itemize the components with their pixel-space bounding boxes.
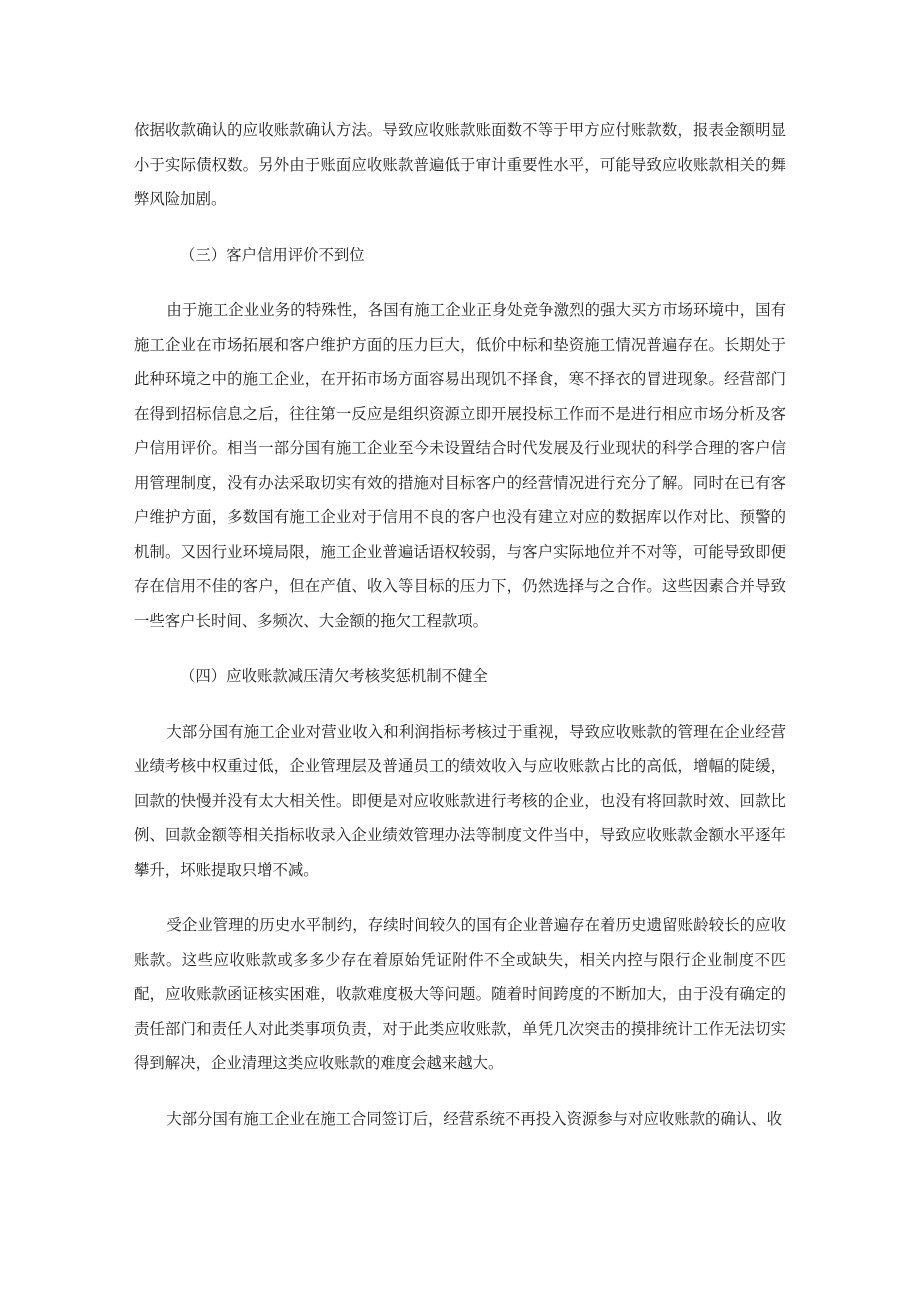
paragraph-historical-receivables: 受企业管理的历史水平制约，存续时间较久的国有企业普遍存在着历史遗留账龄较长的应收账款。这些应收账款或多多少存在着原始凭证附件不全或缺失，相关内控与限行企业制度不匹配，应收账款函证核实困难，收款难度极大等问题。随着时间跨度的不断加大，由于没有确定的责任部门和责任人对此类事项负责，对于此类应收账款，单凭几次突击的摸排统计工作无法切实得到解决，企业清理这类应收账款的难度会越来越大。 xyxy=(134,916,786,1072)
document-body xyxy=(134,113,786,1157)
paragraph-credit-evaluation: 由于施工企业业务的特殊性，各国有施工企业正身处竞争激烈的强大买方市场环境中，国有施工企业在市场拓展和客户维护方面的压力巨大，低价中标和垫资施工情况普遍存在。长期处于此种环境之中的施工企业，在开拓市场方面容易出现饥不择食，寒不择衣的冒进现象。经营部门在得到招标信息之后，往往第一反应是组织资源立即开展投标工作而不是进行相应市场分析及客户信用评价。相当一部分国有施工企业至今未设置结合时代发展及行业现状的科学合理的客户信用管理制度，没有办法采取切实有效的措施对目标客户的经营情况进行充分了解。同时在已有客户维护方面，多数国有施工企业对于信用不良的客户也没有建立对应的数据库以作对比、预警的机制。又因行业环境局限，施工企业普遍话语权较弱，与客户实际地位并不对等，可能导致即便存在信用不佳的客户，但在产值、收入等目标的压力下，仍然选择与之合作。这些因素合并导致一些客户长时间、多频次、大金额的拖欠工程款项。 xyxy=(134,301,786,630)
paragraph-contract-management: 大部分国有施工企业在施工合同签订后，经营系统不再投入资源参与对应收账款的确认、收 xyxy=(166,1109,782,1128)
section-heading-3: （三）客户信用评价不到位 xyxy=(180,245,365,264)
section-heading-4: （四）应收账款减压清欠考核奖惩机制不健全 xyxy=(180,667,488,685)
paragraph-assessment-mechanism: 大部分国有施工企业对营业收入和利润指标考核过于重视，导致应收账款的管理在企业经营业绩考核中权重过低，企业管理层及普通员工的绩效收入与应收账款占比的高低，增幅的陡缓，回款的快慢并没有太大相关性。即便是对应收账款进行考核的企业，也没有将回款时效、回款比例、回款金额等相关指标收录入企业绩效管理办法等制度文件当中，导致应收账款金额水平逐年攀升，坏账提取只增不减。 xyxy=(134,722,786,879)
paragraph-continuation: 依据收款确认的应收账款确认方法。导致应收账款账面数不等于甲方应付账款数，报表金额明显小于实际债权数。另外由于账面应收账款普遍低于审计重要性水平，可能导致应收账款相关的舞弊风险加剧。 xyxy=(134,121,786,208)
